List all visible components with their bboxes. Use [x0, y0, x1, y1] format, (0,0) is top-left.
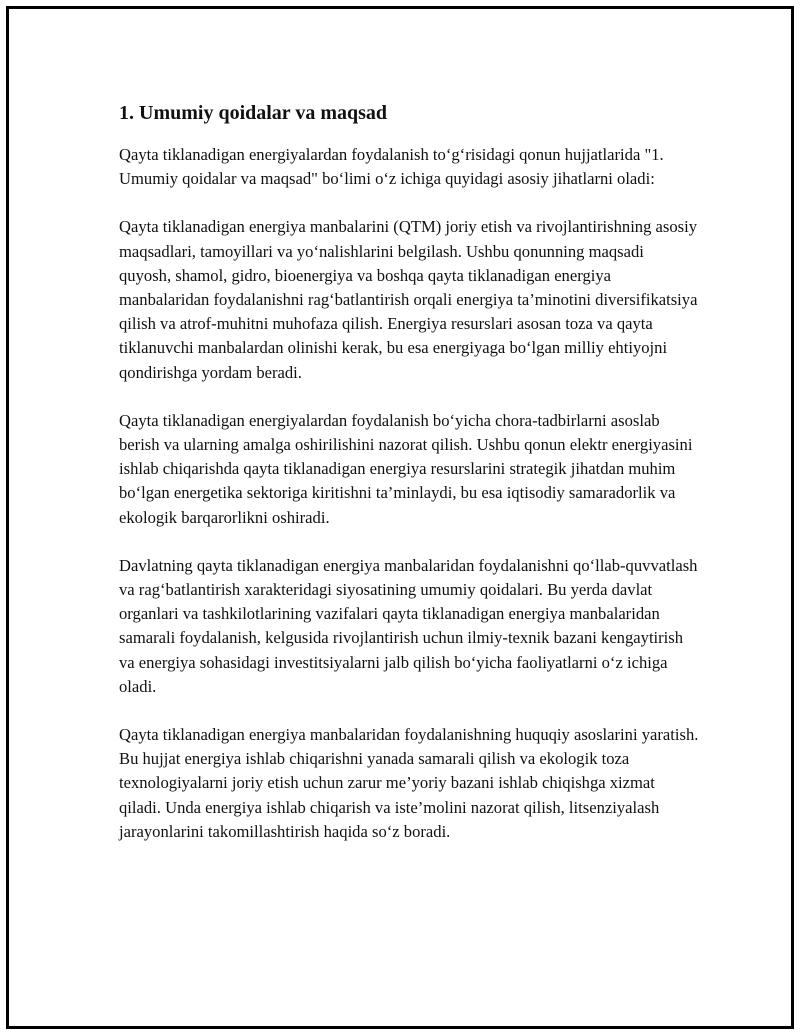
page-frame	[6, 6, 794, 1029]
section-heading: 1. Umumiy qoidalar va maqsad	[119, 102, 388, 124]
paragraph-measures: Qayta tiklanadigan energiyalardan foydalanish bo‘yicha chora-tadbirlarni asoslab berish va ularning amalga oshirilishini nazorat qilish. Ushbu qonun elektr energiyasini ishlab chiqarishda qayta tiklanadigan energiya resurslarini strategik jihatdan muhim bo‘lgan energetika sektoriga kiritishni ta’minlaydi, bu esa iqtisodiy samaradorlik va ekologik barqarorlikni oshiradi.	[119, 410, 693, 527]
paragraph-goals: Qayta tiklanadigan energiya manbalarini (QTM) joriy etish va rivojlantirishning asosiy maqsadlari, tamoyillari va yo‘nalishlarini belgilash. Ushbu qonunning maqsadi quyosh, shamol, gidro, bioenergiya va boshqa qayta tiklanadigan energiya manbalaridan foydalanishni rag‘batlantirish orqali energiya ta’minotini diversifikatsiya qilish va atrof-muhitni muhofaza qilish. Energiya resurslari asosan toza va qayta tiklanuvchi manbalardan olinishi kerak, bu esa energiyaga bo‘lgan milliy ehtiyojni qondirishga yordam beradi.	[119, 217, 698, 382]
document-body	[119, 100, 699, 868]
paragraph-legal-basis: Qayta tiklanadigan energiya manbalaridan foydalanishning huquqiy asoslarini yaratish. Bu hujjat energiya ishlab chiqarishni yanada samarali qilish va ekologik toza texnologiyalarni joriy etish uchun zarur me’yoriy bazani ishlab chiqishga xizmat qiladi. Unda energiya ishlab chiqarish va iste’molini nazorat qilish, litsenziyalash jarayonlarini takomillashtirish haqida so‘z boradi.	[119, 725, 699, 841]
intro-paragraph: Qayta tiklanadigan energiyalardan foydalanish to‘g‘risidagi qonun hujjatlarida "1. Umumiy qoidalar va maqsad" bo‘limi o‘z ichiga quyidagi asosiy jihatlarni oladi:	[119, 145, 664, 189]
paragraph-state-policy: Davlatning qayta tiklanadigan energiya manbalaridan foydalanishni qo‘llab-quvvatlash va rag‘batlantirish xarakteridagi siyosatining umumiy qoidalari. Bu yerda davlat organlari va tashkilotlarining vazifalari qayta tiklanadigan energiya manbalaridan samarali foydalanish, kelgusida rivojlantirish uchun ilmiy-texnik bazani kengaytirish va energiya sohasidagi investitsiyalarni jalb qilish bo‘yicha faoliyatlarni o‘z ichiga oladi.	[119, 555, 698, 696]
